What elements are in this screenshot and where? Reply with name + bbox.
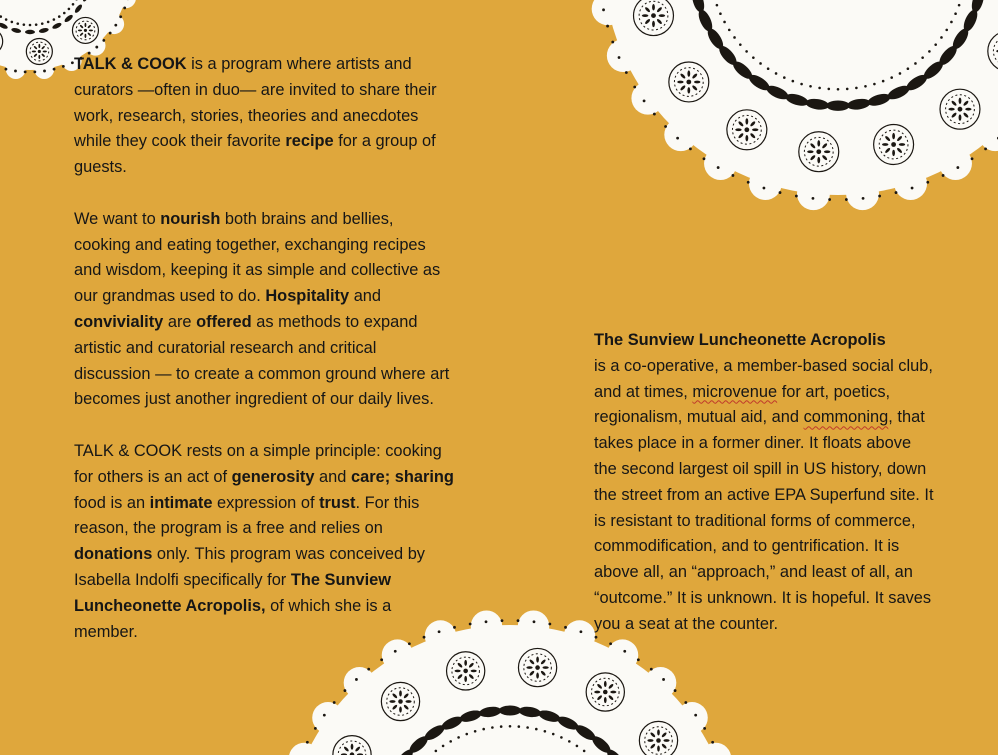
acropolis-paragraph: The Sunview Luncheonette Acropolis is a co-operative, a member-based social club, and at times, microvenue for art, poetics, regionalism, mutual aid, and commoning, that takes place in a former diner. It floats above the second largest oil spill in US history, down the street from an active EPA Superfund site. It is resistant to traditional forms of commerce, commodification, and to gentrification. It is above all, an “approach,” and least of all, an “outcome.” It is unknown. It is hopeful. It saves you a seat at the counter. — [594, 328, 934, 638]
intro-paragraph: TALK & COOK is a program where artists and curators —often in duo— are invited to share their work, research, stories, theories and anecdotes while they cook their favorite recipe for a group of guests. — [74, 52, 454, 181]
spellcheck-word: commoning — [804, 408, 889, 426]
doily-top-right-decoration — [578, 0, 998, 270]
right-text-column — [594, 328, 934, 638]
spellcheck-word: microvenue — [692, 383, 777, 401]
left-text-column — [74, 52, 454, 645]
principle-paragraph: TALK & COOK rests on a simple principle: cooking for others is an act of generosity and care; sharing food is an intimate expression of trust. For this reason, the program is a free and relies on donations only. This program was conceived by Isabella Indolfi specifically for The Sunview Luncheonette Acropolis, of which she is a member. — [74, 439, 454, 645]
acropolis-title: The Sunview Luncheonette Acropolis — [594, 331, 886, 349]
mission-paragraph: We want to nourish both brains and bellies, cooking and eating together, exchanging recipes and wisdom, keeping it as simple and collective as our grandmas used to do. Hospitality and conviviality are offered as methods to expand artistic and curatorial research and critical discussion — to create a common ground where art becomes just another ingredient of our daily lives. — [74, 207, 454, 413]
